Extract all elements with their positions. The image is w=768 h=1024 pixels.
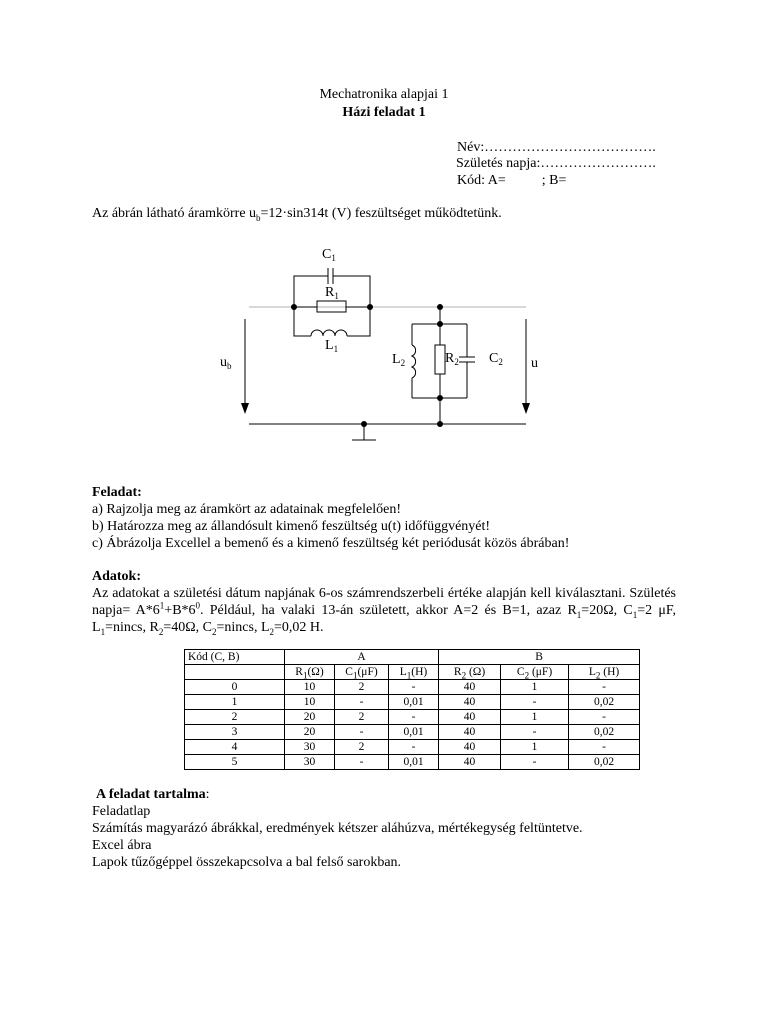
ub-arrowhead (241, 403, 249, 414)
table-row: 2 20 2 - 40 1 - (185, 710, 640, 725)
r1-header: $R_1(\Omega)$ (285, 665, 335, 680)
c2-label: $C_2$ (489, 351, 503, 367)
group-a-header: A (285, 650, 439, 665)
birthday-line: Születés napja:……………………. (456, 156, 656, 171)
task-item-b: b) Határozza meg az állandósult kimenő feszültség u(t) időfüggvényét! (92, 519, 491, 534)
content-item: Lapok tűzőgéppel összekapcsolva a bal felső sarokban. (92, 855, 402, 870)
circuit-diagram (0, 0, 768, 460)
l1-inductor (311, 330, 347, 336)
table-row: 4 30 2 - 40 1 - (185, 740, 640, 755)
group-b-header: B (439, 650, 640, 665)
course-title: Mechatronika alapjai 1 (319, 87, 449, 102)
r2-resistor (435, 345, 445, 374)
l1-wire-right (347, 307, 370, 336)
l1-label: $L_1$ (325, 338, 339, 354)
table-row: 3 20 - 0,01 40 - 0,02 (185, 725, 640, 740)
table-subheader-row (185, 665, 640, 680)
task-item-a: a) Rajzolja meg az áramkört az adatainak megfelelően! (92, 502, 401, 517)
node-dot (437, 421, 443, 427)
content-item: Számítás magyarázó ábrákkal, eredmények kétszer aláhúzva, mértékegység feltüntetve. (92, 821, 583, 836)
assignment-title: Házi feladat 1 (342, 105, 426, 120)
c1-header: $C_1(\mu F)$ (335, 665, 389, 680)
data-table (184, 649, 640, 770)
content-item: Feladatlap (92, 804, 151, 819)
ub-label: $u_b$ (220, 355, 232, 371)
c1-label: $C_1$ (322, 247, 336, 263)
u-label: u (531, 356, 538, 371)
r2-label: $R_2$ (445, 351, 459, 367)
c2-header: $C_2$ (μF) (501, 665, 569, 680)
c1-wire-left (294, 276, 328, 307)
node-dot (361, 421, 367, 427)
table-row: 5 30 - 0,01 40 - 0,02 (185, 755, 640, 770)
node-dot (437, 304, 443, 310)
r1-label: $R_1$ (325, 285, 339, 301)
code-a-label: Kód: A= (457, 173, 506, 188)
u-arrowhead (522, 403, 530, 414)
table-row: 1 10 - 0,01 40 - 0,02 (185, 695, 640, 710)
data-heading: Adatok: (92, 569, 142, 584)
task-heading: Feladat: (92, 485, 142, 500)
data-paragraph: Az adatokat a születési dátum napjának 6-os számrendszerbeli értéke alapján kell kiválasztani. Születés napja= $A*6^1+B*6^0$. Például, ha valaki 13-án született, akkor A=2 és B=1, azaz $R_1=20\Omega$, $C_1=2$ μF, $L_1=nincs$, $R_2=40\Omega$, $C_2=nincs$, $L_2=0,02$ H. (92, 586, 676, 637)
table-row: 0 10 2 - 40 1 - (185, 680, 640, 695)
content-item: Excel ábra (92, 838, 152, 853)
node-dot (437, 395, 443, 401)
task-item-c: c) Ábrázolja Excellel a bemenő és a kimenő feszültség két periódusát közös ábrában! (92, 536, 570, 551)
code-column-header: Kód (C, B) (185, 650, 285, 665)
r2-header: $R_2$ (Ω) (439, 665, 501, 680)
l1-header: $L_1(H)$ (389, 665, 439, 680)
node-dot (291, 304, 297, 310)
node-dot (437, 321, 443, 327)
intro-text: Az ábrán látható áramkörre $u_b=12\cdot\sin 314t$ (V) feszültséget működtetünk. (92, 206, 502, 223)
l1-wire-left (294, 307, 311, 336)
node-dot (367, 304, 373, 310)
l2-header: $L_2$ (H) (569, 665, 640, 680)
l2-inductor (412, 345, 416, 378)
content-heading: A feladat tartalma: (96, 787, 210, 802)
table-header-row (185, 650, 640, 665)
l2-label: $L_2$ (392, 352, 406, 368)
code-b-label: ; B= (541, 173, 567, 188)
name-line: Név:………………………………. (457, 140, 656, 155)
